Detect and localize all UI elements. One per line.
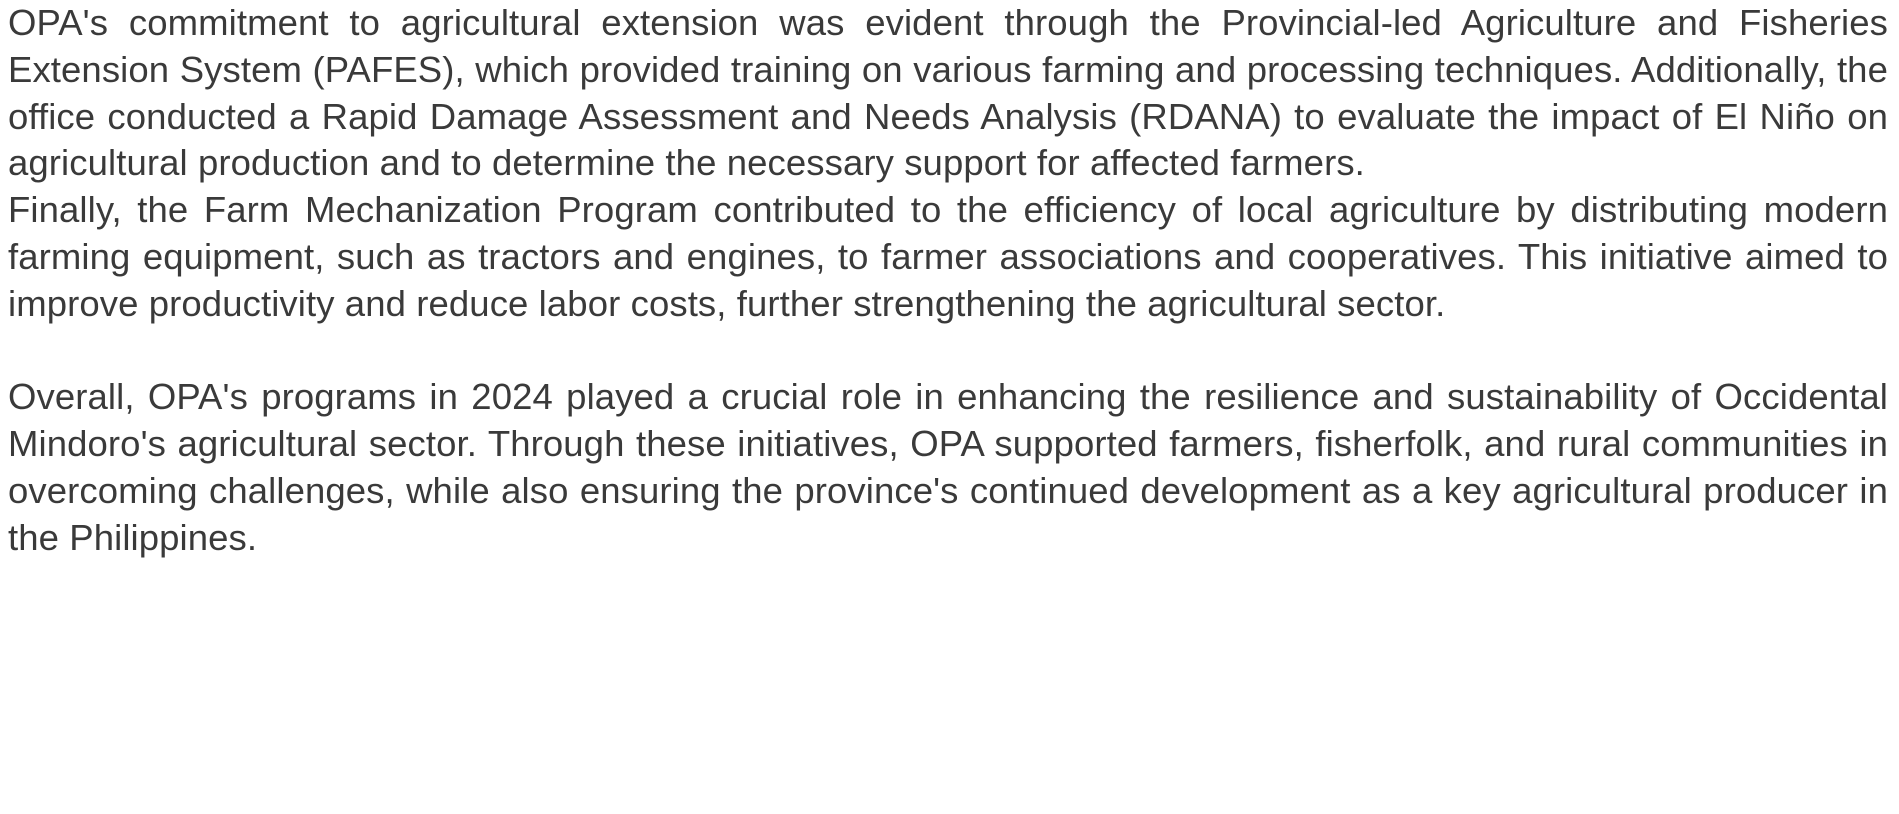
document-page [8,0,1888,562]
paragraph-extension: OPA's commitment to agricultural extension was evident through the Provincial-led Agriculture and Fisheries Extension System (PAFES), which provided training on various farming and processing techniques. Additionally, the office conducted a Rapid Damage Assessment and Needs Analysis (RDANA) to evaluate the impact of El Niño on agricultural production and to determine the necessary support for affected farmers. [8,2,1888,184]
paragraph-mechanization: Finally, the Farm Mechanization Program contributed to the efficiency of local agriculture by distributing modern farming equipment, such as tractors and engines, to farmer associations and cooperatives. This initiative aimed to improve productivity and reduce labor costs, further strengthening the agricultural sector. [8,189,1888,324]
paragraph-gap [8,328,1888,375]
paragraph-overall: Overall, OPA's programs in 2024 played a crucial role in enhancing the resilience and sustainability of Occidental Mindoro's agricultural sector. Through these initiatives, OPA supported farmers, fisherfolk, and rural communities in overcoming challenges, while also ensuring the province's continued development as a key agricultural producer in the Philippines. [8,376,1888,558]
